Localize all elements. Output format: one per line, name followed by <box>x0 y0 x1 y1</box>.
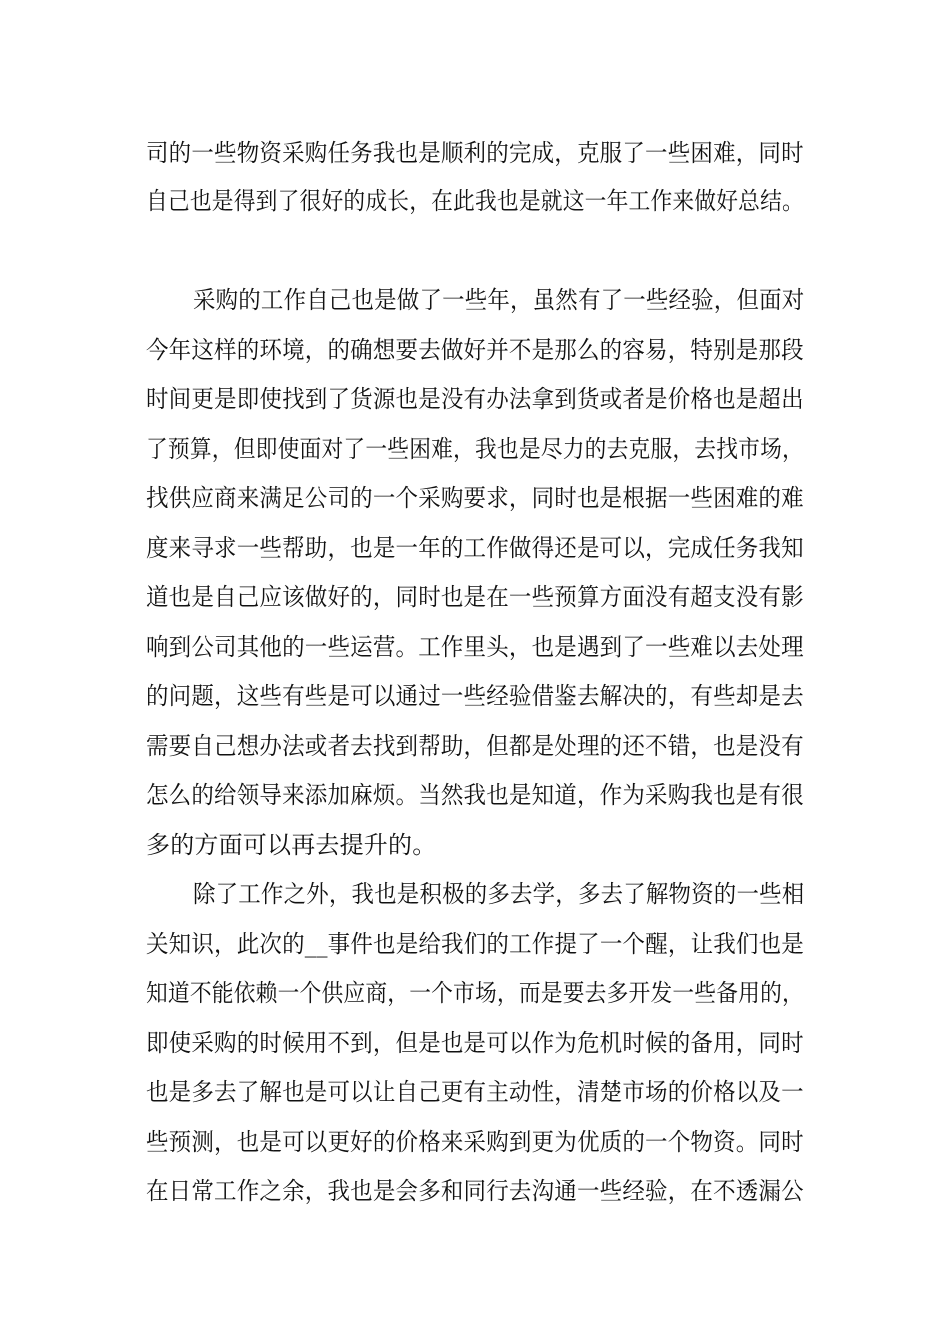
p2-line-11: 怎么的给领导来添加麻烦。当然我也是知道，作为采购我也是有很 <box>146 781 804 809</box>
p1-line-1: 司的一些物资采购任务我也是顺利的完成，克服了一些困难，同时 <box>146 139 804 167</box>
p2-line-2: 今年这样的环境，的确想要去做好并不是那么的容易，特别是那段 <box>146 336 804 364</box>
p2-line-8: 响到公司其他的一些运营。工作里头，也是遇到了一些难以去处理 <box>146 633 804 661</box>
p3-line-2: 关知识，此次的__事件也是给我们的工作提了一个醒，让我们也是 <box>146 930 804 958</box>
p3-line-5: 也是多去了解也是可以让自己更有主动性，清楚市场的价格以及一 <box>146 1078 804 1106</box>
p2-line-1: 采购的工作自己也是做了一些年，虽然有了一些经验，但面对 <box>193 286 805 314</box>
p3-line-1: 除了工作之外，我也是积极的多去学，多去了解物资的一些相 <box>193 880 805 908</box>
p2-line-9: 的问题，这些有些是可以通过一些经验借鉴去解决的，有些却是去 <box>146 682 804 710</box>
p3-line-6: 些预测，也是可以更好的价格来采购到更为优质的一个物资。同时 <box>146 1128 804 1156</box>
p2-line-5: 找供应商来满足公司的一个采购要求，同时也是根据一些困难的难 <box>146 484 804 512</box>
p3-line-3: 知道不能依赖一个供应商，一个市场，而是要去多开发一些备用的， <box>146 979 804 1007</box>
p2-line-4: 了预算，但即使面对了一些困难，我也是尽力的去克服，去找市场， <box>146 435 804 463</box>
p2-line-3: 时间更是即使找到了货源也是没有办法拿到货或者是价格也是超出 <box>146 385 804 413</box>
p2-line-12: 多的方面可以再去提升的。 <box>146 831 437 859</box>
p2-line-6: 度来寻求一些帮助，也是一年的工作做得还是可以，完成任务我知 <box>146 534 804 562</box>
p3-line-7: 在日常工作之余，我也是会多和同行去沟通一些经验，在不透漏公 <box>146 1177 804 1205</box>
p1-line-2: 自己也是得到了很好的成长，在此我也是就这一年工作来做好总结。 <box>146 187 804 215</box>
p2-line-10: 需要自己想办法或者去找到帮助，但都是处理的还不错，也是没有 <box>146 732 804 760</box>
p3-line-4: 即使采购的时候用不到，但是也是可以作为危机时候的备用，同时 <box>146 1029 804 1057</box>
p2-line-7: 道也是自己应该做好的，同时也是在一些预算方面没有超支没有影 <box>146 583 804 611</box>
